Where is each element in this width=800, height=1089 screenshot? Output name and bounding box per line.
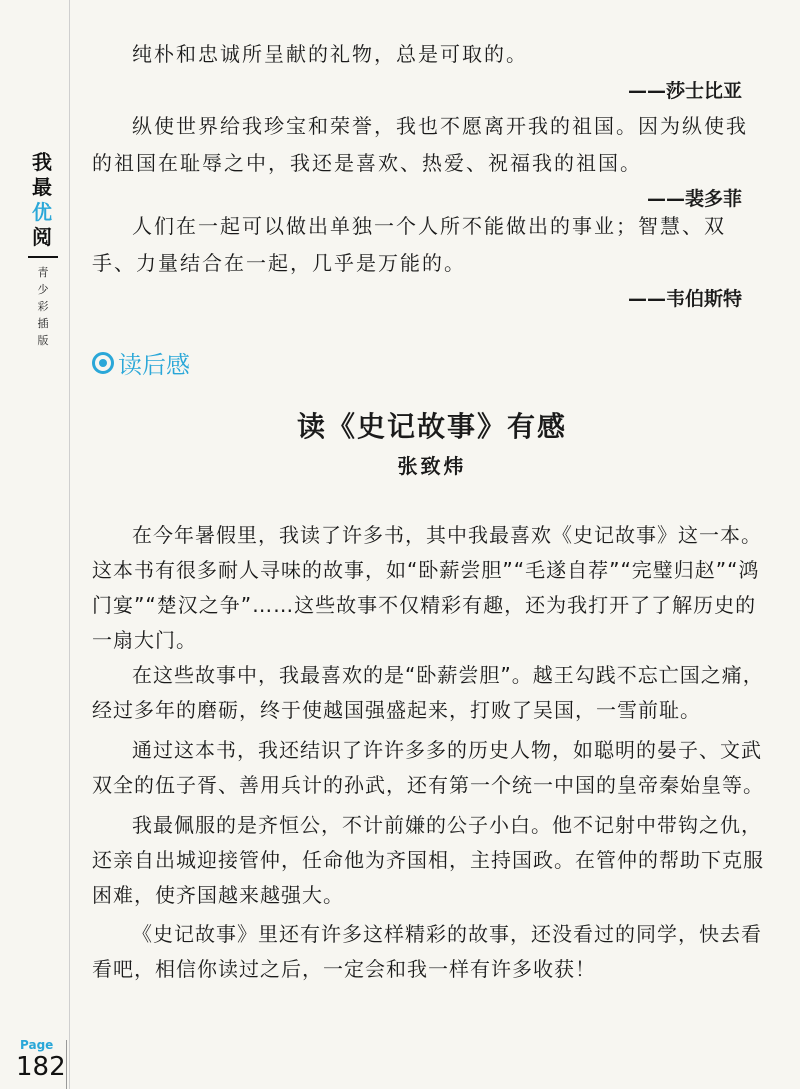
quote-author: ——裴多菲	[646, 188, 742, 210]
essay-paragraph: 《史记故事》里还有许多这样精彩的故事，还没看过的同学，快去看看吧，相信你读过之后，一定会和我一样有许多收获！	[92, 922, 762, 981]
quote-text: 人们在一起可以做出单独一个人所不能做出的事业；智慧、双手、力量结合在一起，几乎是万能的。	[92, 214, 726, 275]
essay-title: 读《史记故事》有感	[296, 410, 567, 443]
sidebar	[28, 150, 68, 349]
series-title-char: 最	[32, 175, 52, 199]
series-subtitle-char: 版	[37, 334, 49, 347]
quote-text: 纯朴和忠诚所呈献的礼物，总是可取的。	[132, 42, 528, 66]
footer-divider	[66, 1040, 67, 1089]
series-subtitle	[28, 264, 58, 349]
sidebar-rule	[28, 256, 58, 258]
series-subtitle-char: 少	[37, 283, 49, 296]
quote-text: 纵使世界给我珍宝和荣誉，我也不愿离开我的祖国。因为纵使我的祖国在耻辱之中，我还是喜欢、热爱、祝福我的祖国。	[92, 114, 748, 175]
essay-author: 张致炜	[397, 454, 467, 478]
series-subtitle-char: 青	[37, 266, 49, 279]
page-label: Page	[20, 1038, 54, 1052]
book-series-title	[28, 150, 56, 250]
essay-paragraph: 通过这本书，我还结识了许许多多的历史人物，如聪明的晏子、文武双全的伍子胥、善用兵计的孙武，还有第一个统一中国的皇帝秦始皇等。	[92, 738, 764, 797]
section-heading	[92, 345, 190, 380]
series-subtitle-char: 插	[37, 317, 49, 330]
quote-author: ——莎士比亚	[627, 80, 742, 102]
essay-paragraph: 在这些故事中，我最喜欢的是“卧薪尝胆”。越王勾践不忘亡国之痛，经过多年的磨砺，终于使越国强盛起来，打败了吴国，一雪前耻。	[92, 663, 764, 722]
series-subtitle-char: 彩	[37, 300, 49, 313]
page-number: 182	[16, 1052, 66, 1082]
quote-author: ——韦伯斯特	[627, 288, 742, 310]
sidebar-divider	[69, 0, 70, 1089]
series-title-accent-char: 优	[32, 200, 52, 224]
bullseye-icon	[92, 352, 114, 374]
essay-paragraph: 在今年暑假里，我读了许多书，其中我最喜欢《史记故事》这一本。这本书有很多耐人寻味的故事，如“卧薪尝胆”“毛遂自荐”“完璧归赵”“鸿门宴”“楚汉之争”……这些故事不仅精彩有趣，还为我打开了了解历史的一扇大门。	[92, 523, 762, 652]
essay-paragraph: 我最佩服的是齐恒公，不计前嫌的公子小白。他不记射中带钩之仇，还亲自出城迎接管仲，任命他为齐国相，主持国政。在管仲的帮助下克服困难，使齐国越来越强大。	[92, 813, 764, 907]
series-title-char: 我	[32, 150, 52, 174]
series-title-char: 阅	[32, 225, 52, 249]
section-title: 读后感	[118, 351, 190, 379]
